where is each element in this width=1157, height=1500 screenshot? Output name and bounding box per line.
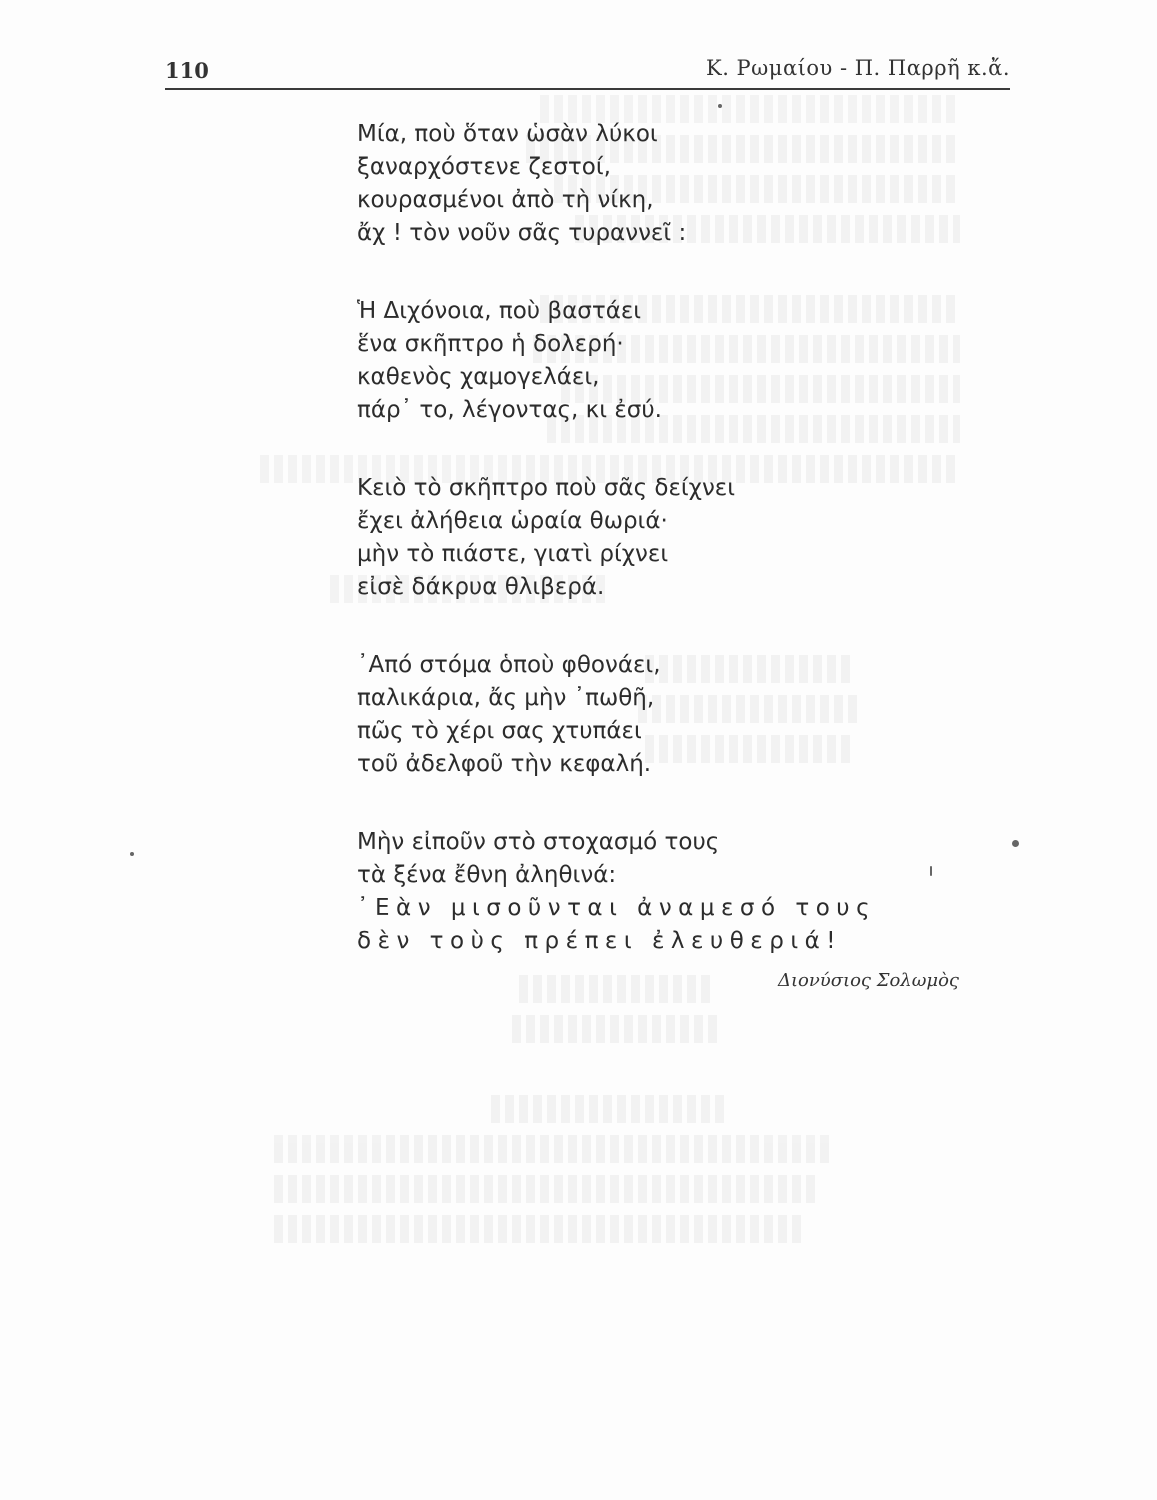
running-head: Κ. Ρωμαίου - Π. Παρρῆ κ.ἄ.	[706, 56, 1010, 80]
ink-speck	[130, 852, 134, 856]
poem-line: Μία, ποὺ ὅταν ὡσὰν λύκοι	[357, 121, 658, 147]
poem-line: ᾽Από στόμα ὁποὺ φθονάει,	[357, 652, 661, 678]
poem-line: ἕνα σκῆπτρο ἡ δολερή·	[357, 331, 624, 357]
stanza	[357, 472, 977, 604]
page-header	[165, 48, 1010, 88]
poem-line: ἔχει ἀλήθεια ὡραία θωριά·	[357, 508, 668, 534]
poem-line: Ἡ Διχόνοια, ποὺ βαστάει	[357, 298, 642, 324]
ink-speck	[1012, 840, 1019, 847]
ink-speck	[718, 104, 722, 108]
stanza	[357, 295, 977, 427]
poem-line: πάρ᾽ το, λέγοντας, κι ἐσύ.	[357, 397, 662, 423]
poem-line: Κειὸ τὸ σκῆπτρο ποὺ σᾶς δείχνει	[357, 475, 736, 501]
poem-line: κουρασμένοι ἀπὸ τὴ νίκη,	[357, 187, 654, 213]
poem	[357, 118, 977, 1003]
poem-line: ᾽Εὰν μισοῦνται ἀναμεσό τους	[357, 895, 877, 921]
poem-line: μὴν τὸ πιάστε, γιατὶ ρίχνει	[357, 541, 669, 567]
poem-line: δὲν τοὺς πρέπει ἐλευθεριά!	[357, 928, 843, 954]
poem-line: τὰ ξένα ἔθνη ἀληθινά:	[357, 862, 617, 888]
header-rule	[165, 88, 1010, 90]
author-signature: Διονύσιος Σολωμὸς	[777, 970, 959, 991]
stanza	[357, 118, 977, 250]
poem-line: εἰσὲ δάκρυα θλιβερά.	[357, 574, 605, 600]
poem-line: καθενὸς χαμογελάει,	[357, 364, 600, 390]
poem-line: πῶς τὸ χέρι σας χτυπάει	[357, 718, 642, 744]
page-number: 110	[165, 58, 209, 83]
ink-speck	[930, 866, 932, 876]
poem-line: Μὴν εἰποῦν στὸ στοχασμό τους	[357, 829, 720, 855]
poem-line: παλικάρια, ἄς μὴν ᾽πωθῆ,	[357, 685, 655, 711]
poem-line: τοῦ ἀδελφοῦ τὴν κεφαλή.	[357, 751, 652, 777]
stanza	[357, 826, 977, 958]
stanza	[357, 649, 977, 781]
poem-line: ξαναρχόστενε ζεστοί,	[357, 154, 611, 180]
poem-line: ἄχ ! τὸν νοῦν σᾶς τυραννεῖ :	[357, 220, 687, 246]
